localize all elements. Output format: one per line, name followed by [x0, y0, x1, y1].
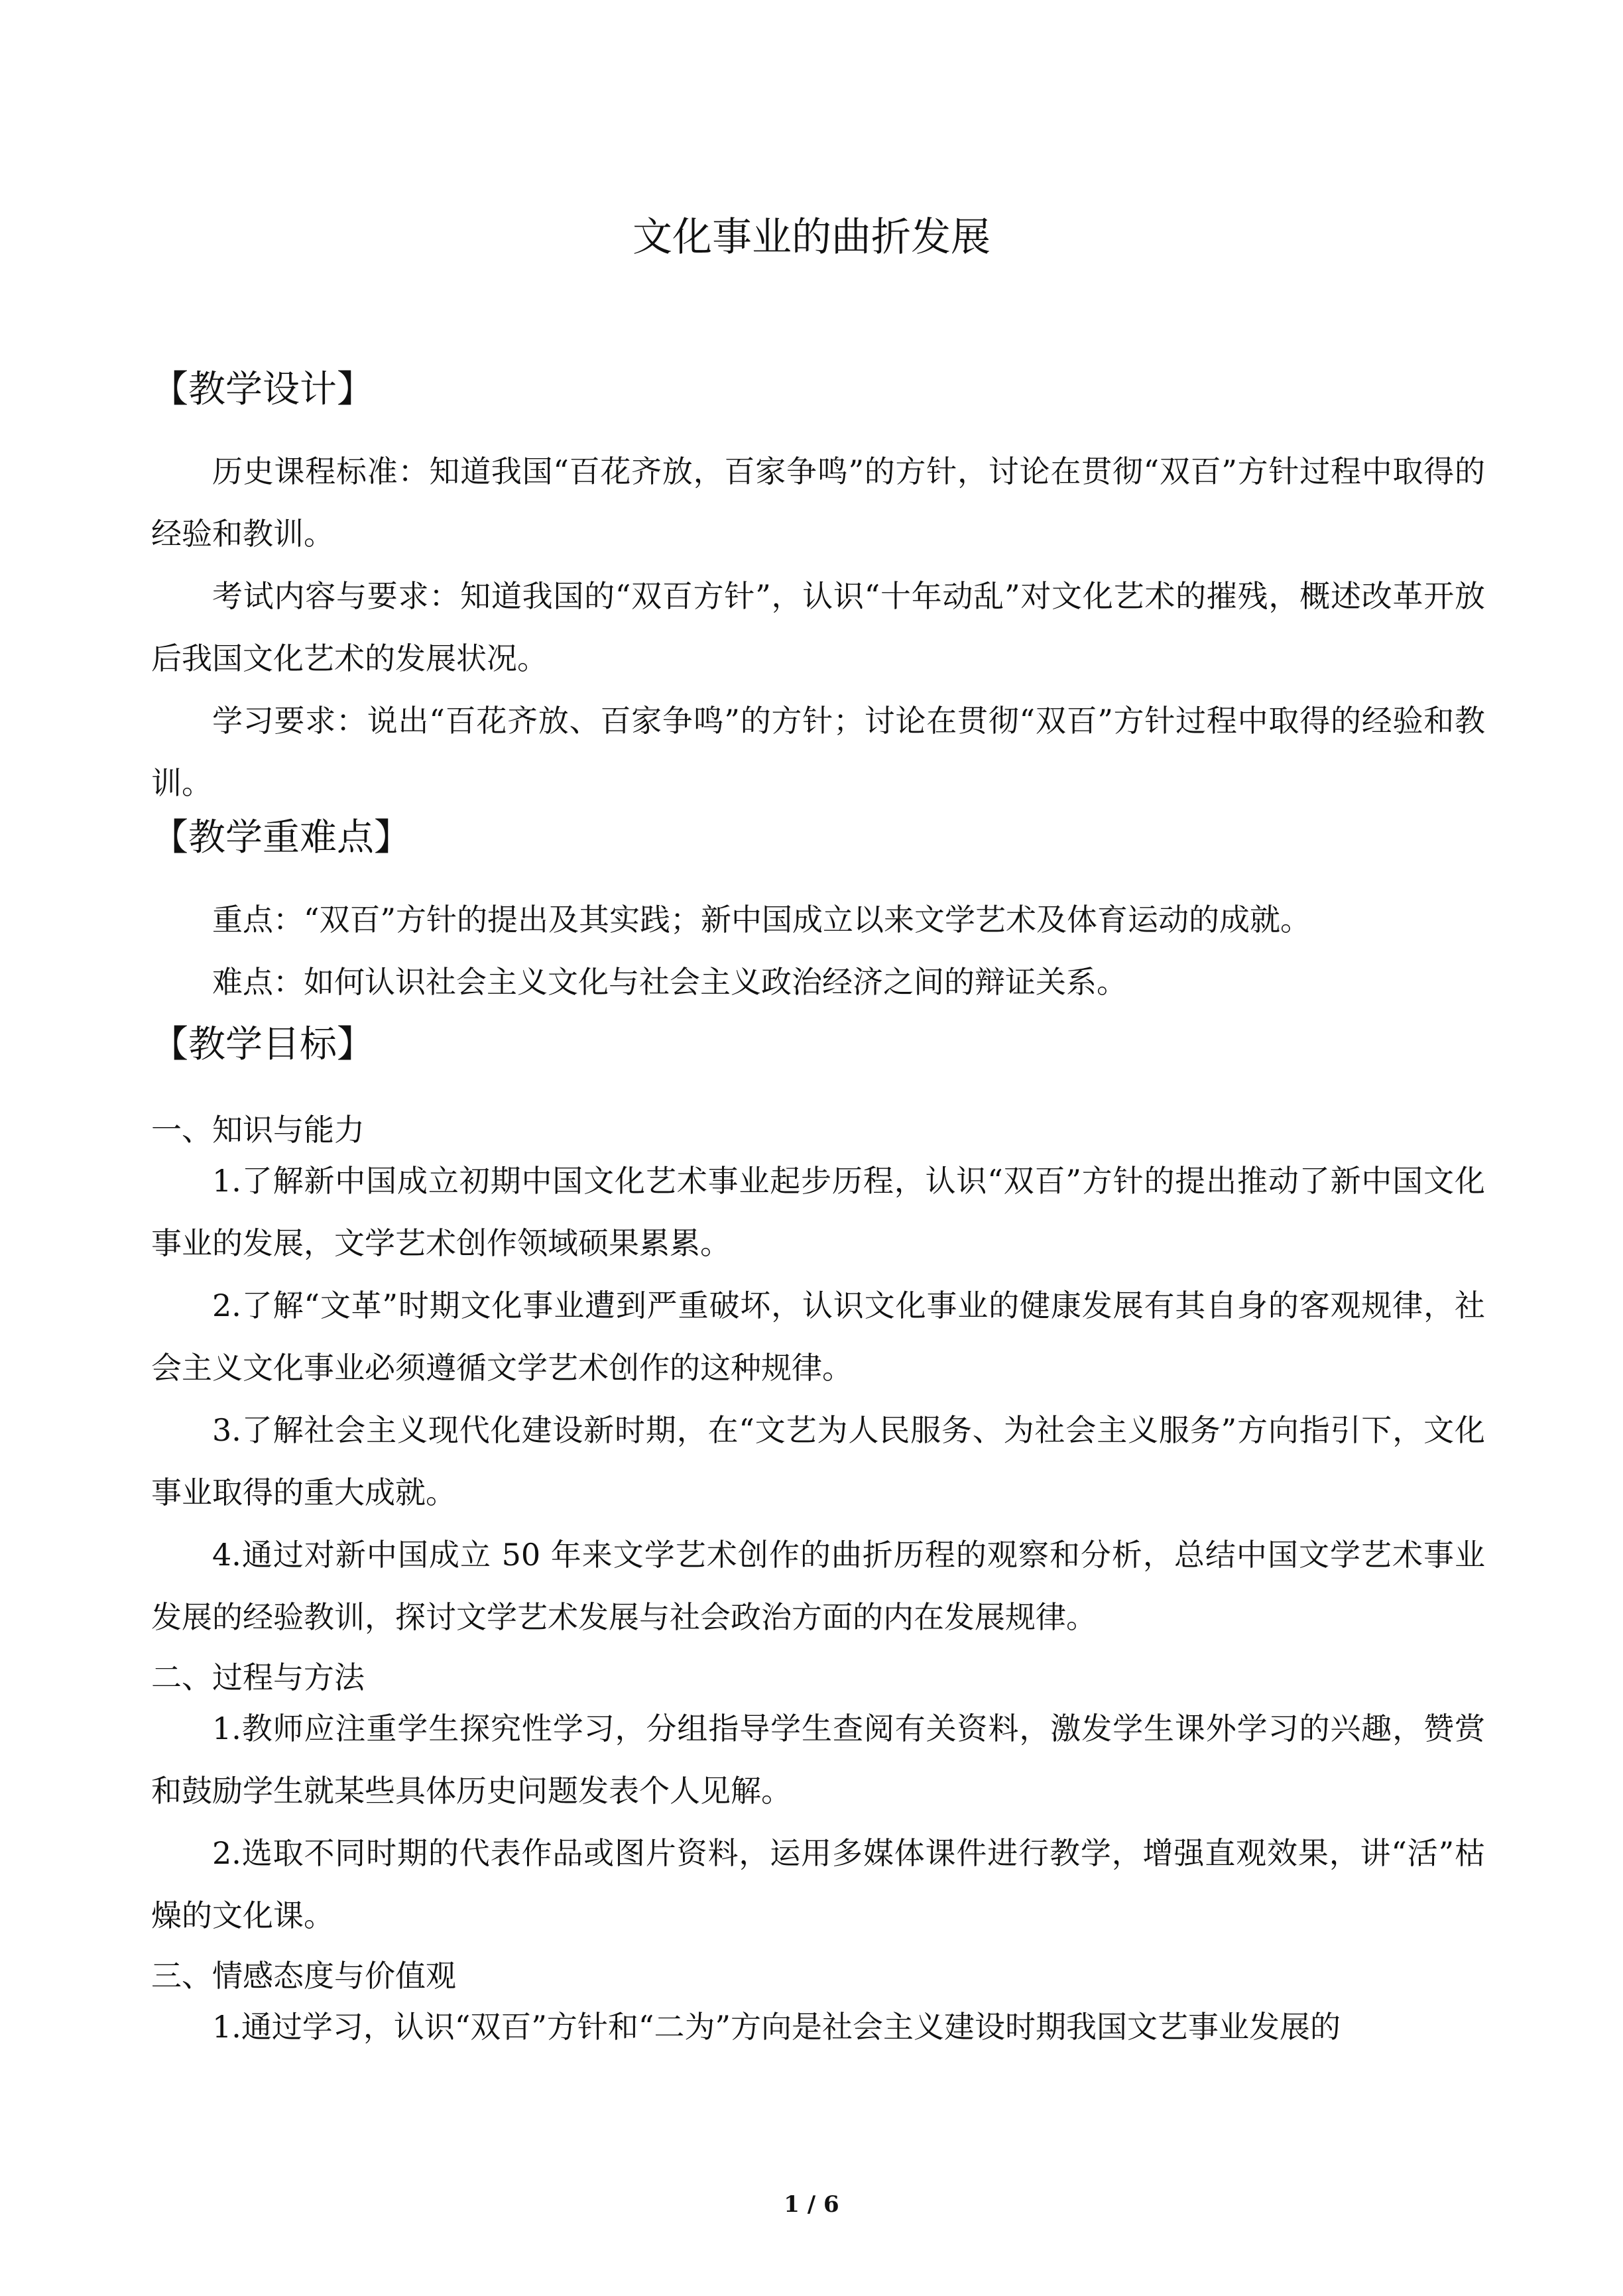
paragraph-difficult-point: 难点：如何认识社会主义文化与社会主义政治经济之间的辩证关系。	[212, 964, 1127, 1000]
objective-values-item: 1.通过学习，认识“双百”方针和“二为”方向是社会主义建设时期我国文艺事业发展的	[212, 2009, 1341, 2045]
paragraph-curriculum-standard: 历史课程标准：知道我国“百花齐放，百家争鸣”的方针，讨论在贯彻“双百”方针过程中取得的经验和教训。	[151, 453, 1485, 552]
objective-knowledge-item: 2.了解“文革”时期文化事业遭到严重破坏，认识文化事业的健康发展有其自身的客观规律，社会主义文化事业必须遵循文学艺术创作的这种规律。	[151, 1288, 1485, 1386]
paragraph-key-point: 重点：“双百”方针的提出及其实践；新中国成立以来文学艺术及体育运动的成就。	[212, 902, 1311, 937]
document-title: 文化事业的曲折发展	[632, 214, 991, 261]
subheading-knowledge: 一、知识与能力	[151, 1112, 365, 1148]
paragraph-exam-requirements: 考试内容与要求：知道我国的“双百方针”，认识“十年动乱”对文化艺术的摧残，概述改革开放后我国文化艺术的发展状况。	[151, 578, 1485, 676]
objective-knowledge-item: 1.了解新中国成立初期中国文化艺术事业起步历程，认识“双百”方针的提出推动了新中国文化事业的发展，文学艺术创作领域硕果累累。	[151, 1163, 1485, 1261]
subheading-values: 三、情感态度与价值观	[151, 1958, 456, 1994]
section-heading-objectives: 【教学目标】	[151, 1023, 374, 1066]
objective-process-item: 2.选取不同时期的代表作品或图片资料，运用多媒体课件进行教学，增强直观效果，讲“活”枯燥的文化课。	[151, 1835, 1485, 1933]
objective-knowledge-item: 3.了解社会主义现代化建设新时期，在“文艺为人民服务、为社会主义服务”方向指引下，文化事业取得的重大成就。	[151, 1412, 1485, 1510]
objective-knowledge-item: 4.通过对新中国成立 50 年来文学艺术创作的曲折历程的观察和分析，总结中国文学艺术事业发展的经验教训，探讨文学艺术发展与社会政治方面的内在发展规律。	[151, 1537, 1485, 1635]
subheading-process: 二、过程与方法	[151, 1660, 365, 1695]
objective-process-item: 1.教师应注重学生探究性学习，分组指导学生查阅有关资料，激发学生课外学习的兴趣，赞赏和鼓励学生就某些具体历史问题发表个人见解。	[151, 1711, 1485, 1809]
section-heading-design: 【教学设计】	[151, 368, 374, 411]
page-number: 1 / 6	[784, 2191, 839, 2218]
paragraph-learning-requirements: 学习要求：说出“百花齐放、百家争鸣”的方针；讨论在贯彻“双百”方针过程中取得的经验和教训。	[151, 703, 1485, 801]
section-heading-key-points: 【教学重难点】	[151, 816, 411, 859]
